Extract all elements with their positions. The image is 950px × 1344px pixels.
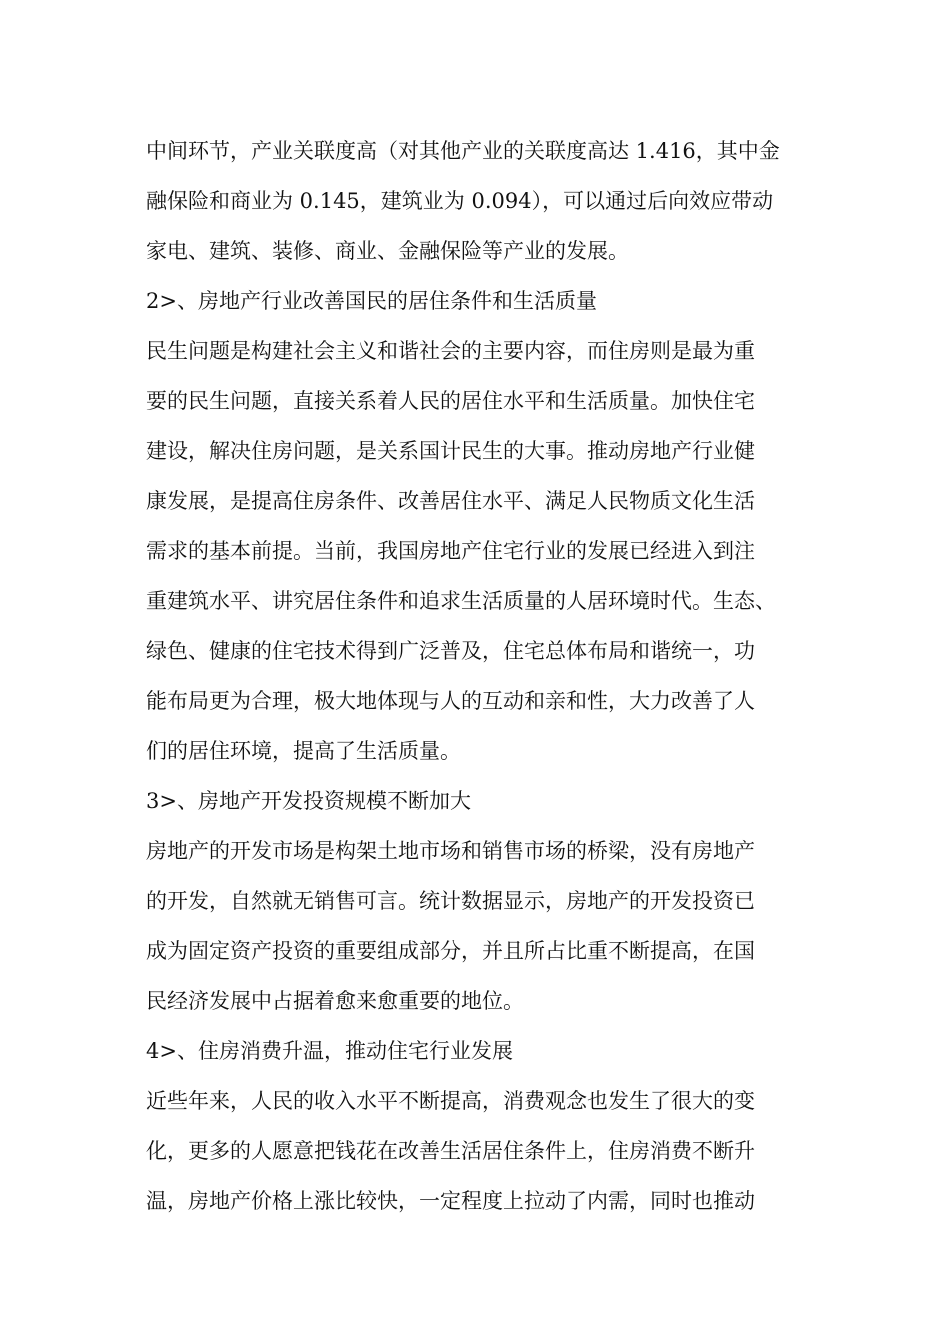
body-text-line: 们的居住环境，提高了生活质量。	[146, 739, 461, 763]
section-heading: 4>、住房消费升温，推动住宅行业发展	[146, 1039, 513, 1063]
section-heading: 2>、房地产行业改善国民的居住条件和生活质量	[146, 289, 597, 313]
body-text-line: 的开发，自然就无销售可言。统计数据显示，房地产的开发投资已	[146, 889, 755, 913]
body-text-line: 温，房地产价格上涨比较快，一定程度上拉动了内需，同时也推动	[146, 1189, 755, 1213]
body-text-line: 建设，解决住房问题，是关系国计民生的大事。推动房地产行业健	[146, 439, 755, 463]
body-text-line: 化，更多的人愿意把钱花在改善生活居住条件上，住房消费不断升	[146, 1139, 755, 1163]
section-heading: 3>、房地产开发投资规模不断加大	[146, 789, 471, 813]
body-text-line: 重建筑水平、讲究居住条件和追求生活质量的人居环境时代。生态、	[146, 589, 776, 613]
body-text-line: 房地产的开发市场是构架土地市场和销售市场的桥梁，没有房地产	[146, 839, 755, 863]
body-text-line: 中间环节，产业关联度高（对其他产业的关联度高达 1.416，其中金	[146, 139, 780, 163]
body-text-line: 近些年来，人民的收入水平不断提高，消费观念也发生了很大的变	[146, 1089, 755, 1113]
body-text-line: 成为固定资产投资的重要组成部分，并且所占比重不断提高，在国	[146, 939, 755, 963]
body-text-line: 民经济发展中占据着愈来愈重要的地位。	[146, 989, 524, 1013]
body-text-line: 能布局更为合理，极大地体现与人的互动和亲和性，大力改善了人	[146, 689, 755, 713]
body-text-line: 民生问题是构建社会主义和谐社会的主要内容，而住房则是最为重	[146, 339, 755, 363]
body-text-line: 绿色、健康的住宅技术得到广泛普及，住宅总体布局和谐统一，功	[146, 639, 755, 663]
body-text-line: 需求的基本前提。当前，我国房地产住宅行业的发展已经进入到注	[146, 539, 755, 563]
body-text-line: 融保险和商业为 0.145，建筑业为 0.094），可以通过后向效应带动	[146, 189, 774, 213]
body-text-line: 家电、建筑、装修、商业、金融保险等产业的发展。	[146, 239, 629, 263]
body-text-line: 康发展，是提高住房条件、改善居住水平、满足人民物质文化生活	[146, 489, 755, 513]
body-text-line: 要的民生问题，直接关系着人民的居住水平和生活质量。加快住宅	[146, 389, 755, 413]
document-body	[146, 126, 826, 1226]
